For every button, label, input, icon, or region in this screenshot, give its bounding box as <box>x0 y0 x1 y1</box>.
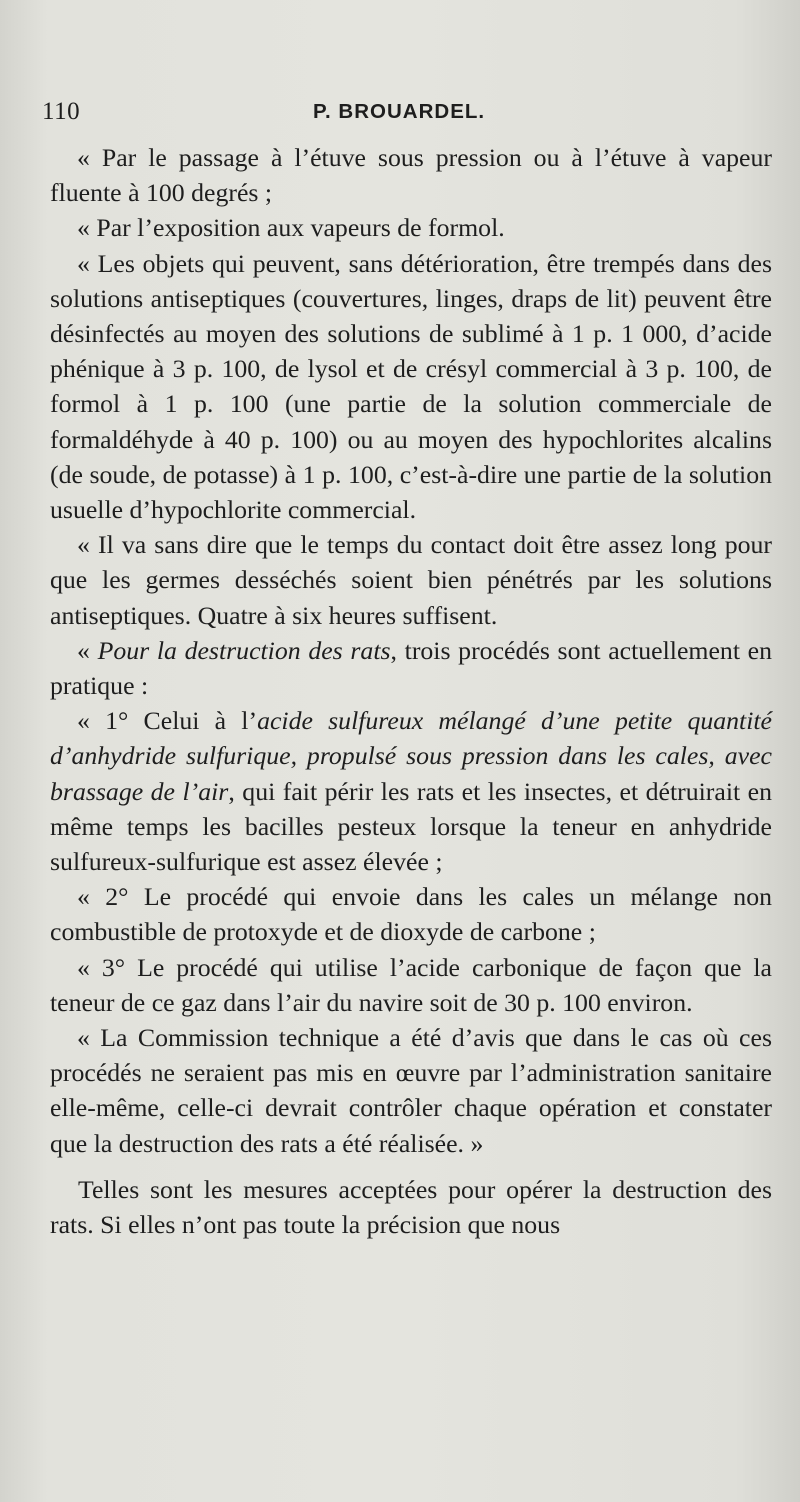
paragraph <box>50 633 772 703</box>
text-span: , qui fait périr les rats et les insectes, et détruirait en même temps les bacilles pesteux lorsque la teneur en anhydride sulfureux-sulfurique est assez élevée ; <box>50 776 772 877</box>
italic-span: acide sulfureux mélangé d’une petite quantité d’anhydride sulfurique, propulsé sous pression dans les cales, avec brassage de l’air <box>50 706 772 806</box>
body-text <box>50 140 772 1242</box>
paragraph: « Il va sans dire que le temps du contact doit être assez long pour que les germes desséchés soient bien pénétrés par les solutions antiseptiques. Quatre à six heures suffisent. <box>50 530 772 630</box>
text-span: , trois procédés sont actuellement en pratique : <box>50 635 772 701</box>
paragraph: « Par l’exposition aux vapeurs de formol. <box>77 213 505 243</box>
paragraph: « La Commission technique a été d’avis que dans le cas où ces procédés ne seraient pas mis en œuvre par l’administration sanitaire elle-même, celle-ci devrait contrôler chaque opération et constater que la destruction des rats a été réalisée. » <box>50 1023 772 1158</box>
italic-span: Pour la destruction des rats <box>97 635 391 665</box>
paragraph: « 3° Le procédé qui utilise l’acide carbonique de façon que la teneur de ce gaz dans l’air du navire soit de 30 p. 100 environ. <box>50 952 772 1017</box>
text-span: « 1° Celui à l’ <box>77 706 258 736</box>
text-span: « <box>77 635 98 665</box>
page-number: 110 <box>42 98 81 125</box>
paragraph: « 2° Le procédé qui envoie dans les cales un mélange non combustible de protoxyde et de dioxyde de carbone ; <box>50 882 772 947</box>
paragraph <box>50 703 772 879</box>
paragraph: « Les objets qui peuvent, sans détérioration, être trempés dans des solutions antiseptiques (couvertures, linges, draps de lit) peuvent être désinfectés au moyen des solutions de sublimé à 1 p. 1 000, d’acide phénique à 3 p. 100, de lysol et de crésyl commercial à 3 p. 100, de formol à 1 p. 100 (une partie de la solution commerciale de formaldéhyde à 40 p. 100) ou au moyen des hypochlorites alcalins (de soude, de potasse) à 1 p. 100, c’est-à-dire une partie de la solution usuelle d’hypochlorite commercial. <box>50 248 772 525</box>
paragraph: Telles sont les mesures acceptées pour opérer la destruction des rats. Si elles n’ont pas toute la précision que nous <box>50 1174 772 1240</box>
paragraph: « Par le passage à l’étuve sous pression ou à l’étuve à vapeur fluente à 100 degrés ; <box>50 143 772 208</box>
page-header <box>42 92 772 140</box>
running-head: P. BROUARDEL. <box>313 100 486 123</box>
